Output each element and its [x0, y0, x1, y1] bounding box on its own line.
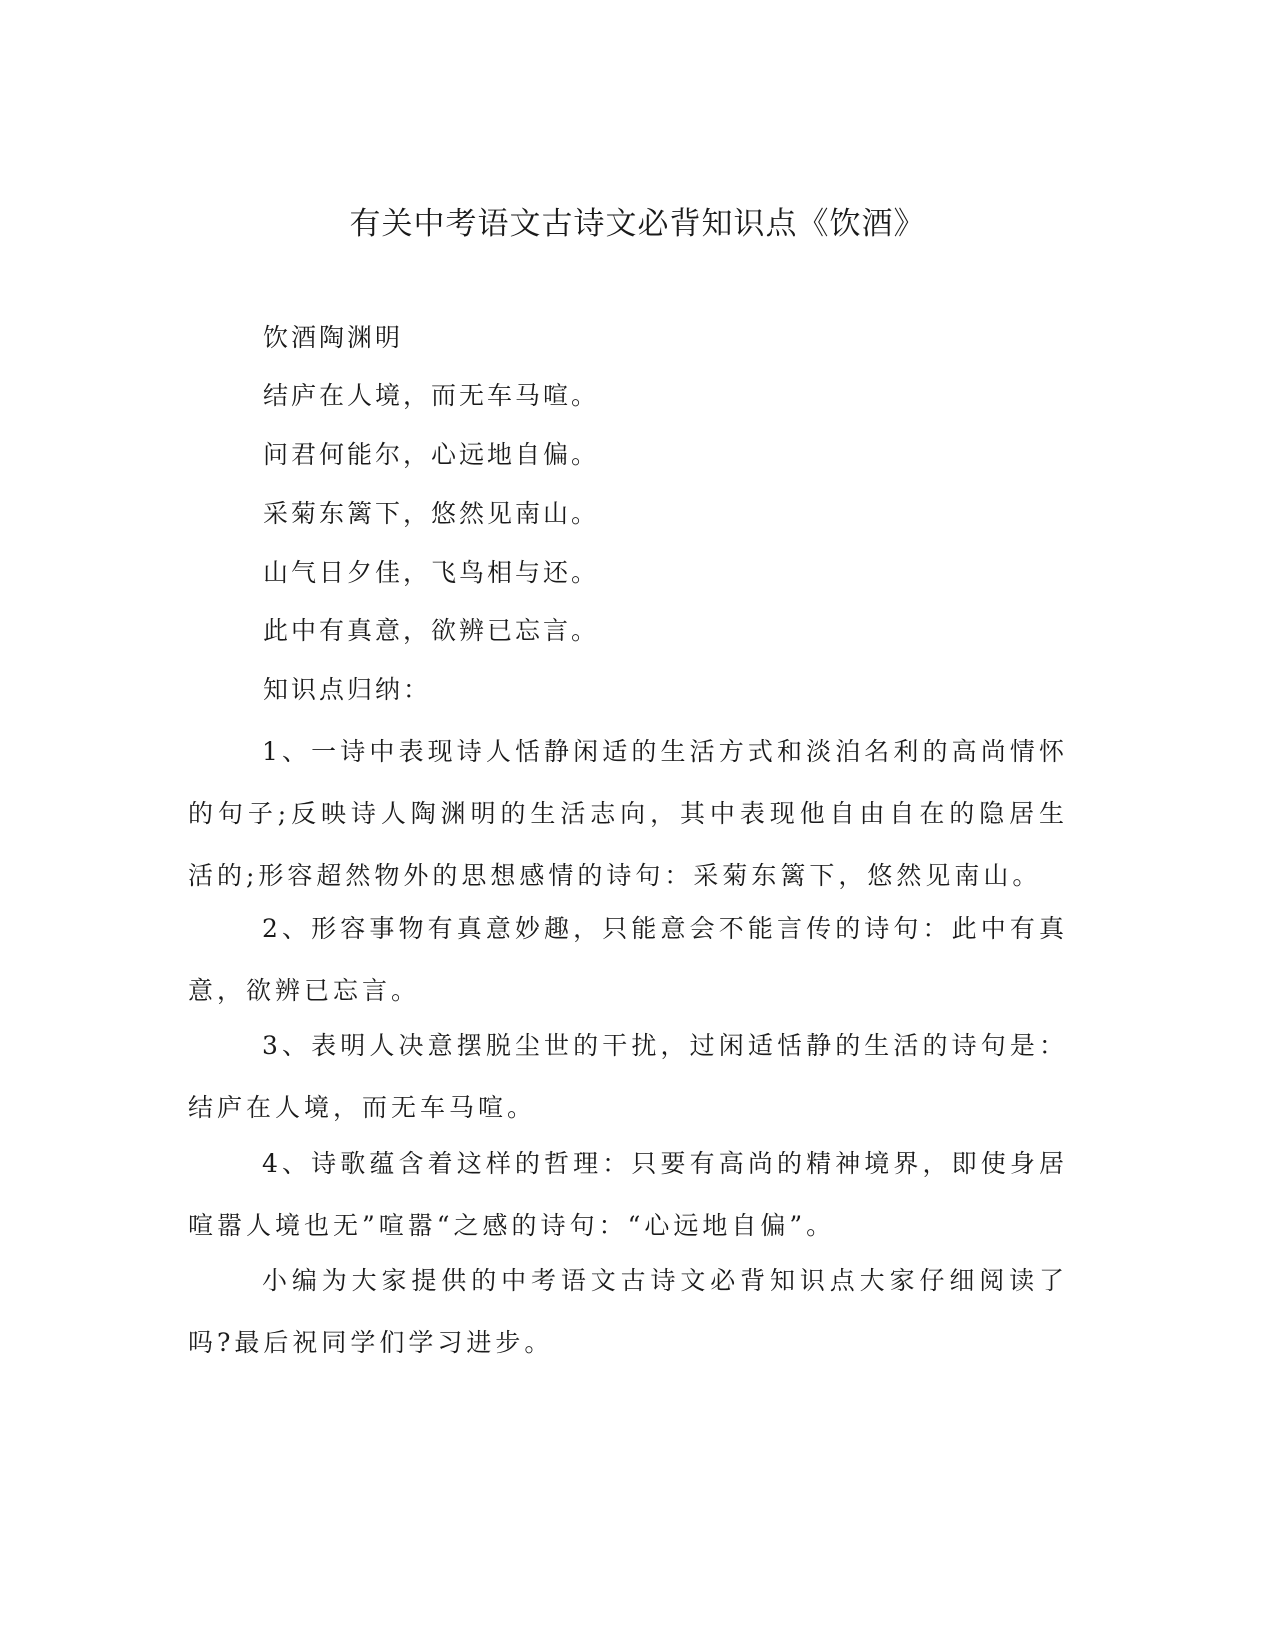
- knowledge-point-3: 3、表明人决意摆脱尘世的干扰，过闲适恬静的生活的诗句是：结庐在人境，而无车马喧。: [188, 1031, 1068, 1122]
- summary-heading: 知识点归纳：: [263, 675, 432, 704]
- knowledge-point-1: 1、一诗中表现诗人恬静闲适的生活方式和淡泊名利的高尚情怀的句子;反映诗人陶渊明的生活志向，其中表现他自由自在的隐居生活的;形容超然物外的思想感情的诗句：采菊东篱下，悠然见南山。: [188, 737, 1068, 890]
- poem-line: 此中有真意，欲辨已忘言。: [263, 616, 600, 645]
- poem-line: 采菊东篱下，悠然见南山。: [263, 499, 600, 528]
- knowledge-point-4: 4、诗歌蕴含着这样的哲理：只要有高尚的精神境界，即使身居喧嚣人境也无”喧嚣“之感的诗句：“心远地自偏”。: [188, 1149, 1068, 1240]
- poem-line: 问君何能尔，心远地自偏。: [263, 440, 600, 469]
- page-title: 有关中考语文古诗文必背知识点《饮酒》: [349, 206, 926, 242]
- poem-line: 结庐在人境，而无车马喧。: [263, 381, 600, 410]
- poem-line: 山气日夕佳，飞鸟相与还。: [263, 558, 600, 587]
- poem-heading: 饮酒陶渊明: [263, 323, 404, 352]
- closing-paragraph: 小编为大家提供的中考语文古诗文必背知识点大家仔细阅读了吗?最后祝同学们学习进步。: [188, 1266, 1068, 1357]
- knowledge-point-2: 2、形容事物有真意妙趣，只能意会不能言传的诗句：此中有真意，欲辨已忘言。: [188, 914, 1068, 1005]
